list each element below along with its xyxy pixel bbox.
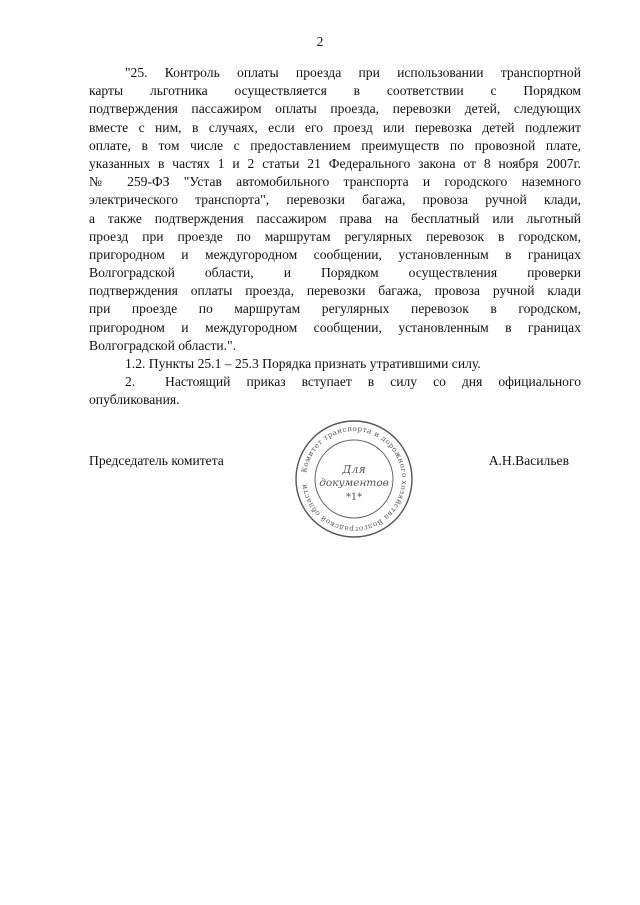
text-line: пригородном и междугородном сообщении, установленным в границах (89, 246, 581, 262)
seal-graphic (293, 418, 415, 540)
item-1-2: 1.2. Пункты 25.1 – 25.3 Порядка признать утратившими силу. (125, 356, 481, 371)
text-line: при проезде по маршрутам регулярных перевозок в городском, (89, 301, 581, 317)
text-line: № 259-ФЗ "Устав автомобильного транспорта и городского наземного (89, 174, 581, 190)
text-line: подтверждения пассажиром оплаты проезда, перевозки детей, следующих (89, 101, 581, 117)
text-line: проезд при проезде по маршрутам регулярных перевозок в городском, (89, 228, 581, 244)
page-number: 2 (316, 34, 324, 49)
signatory-name: А.Н.Васильев (488, 453, 569, 468)
item-2-continuation: опубликования. (89, 392, 180, 408)
paragraph-25 (89, 64, 581, 355)
text-line: Волгоградской области.". (89, 337, 237, 353)
text-line: вместе с ним, в случаях, если его проезд или перевозка детей подлежит (89, 119, 581, 135)
text-line: оплате, в том числе с предоставлением преимуществ по провозной плате, (89, 137, 581, 153)
text-line: пригородном и междугородном сообщении, установленным в границах (89, 319, 581, 335)
seal-center-line-3: *1* (345, 492, 363, 503)
item-2 (89, 373, 581, 391)
text-line: карты льготника осуществляется в соответствии с Порядком (89, 83, 581, 99)
seal-center-line-2: документов (319, 477, 389, 489)
item-2-text: Настоящий приказ вступает в силу со дня официального (165, 374, 581, 390)
signatory-title: Председатель комитета (89, 453, 224, 468)
text-line: подтверждения оплаты проезда, перевозки багажа, провоза ручной клади (89, 283, 581, 299)
text-line: "25. Контроль оплаты проезда при использовании транспортной (125, 65, 581, 80)
seal-center-line-1: Для (342, 463, 366, 476)
item-2-number: 2. (125, 374, 136, 390)
document-body (89, 64, 581, 410)
text-line: указанных в частях 1 и 2 статьи 21 Федерального закона от 8 ноября 2007г. (89, 155, 581, 171)
text-line: электрического транспорта", перевозки багажа, провоза ручной клади, (89, 192, 581, 208)
seal-ring-textpath: Комитет транспорта и дорожного хозяйства Волгоградской области (299, 423, 410, 535)
text-line: а также подтверждения пассажиром права на бесплатный или льготный (89, 210, 581, 226)
text-line: Волгоградской области, и Порядком осуществления проверки (89, 265, 581, 281)
official-seal (293, 418, 415, 540)
